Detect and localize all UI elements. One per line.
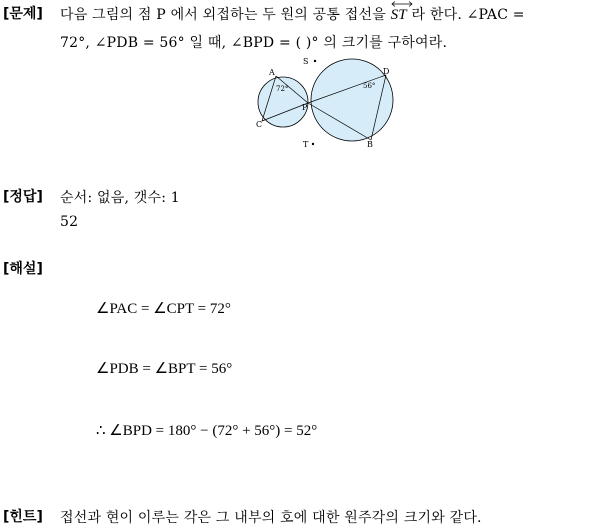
hint-tag: [힌트] [3, 509, 43, 525]
label-angle-a: 72° [276, 85, 289, 93]
label-c: C [256, 120, 263, 129]
answer-value: 52 [60, 214, 79, 230]
explanation-tag: [해설] [3, 261, 43, 277]
problem-tag: [문제] [3, 6, 43, 22]
hint-text: 접선과 현이 이루는 각은 그 내부의 호에 대한 원주각의 크기와 같다. [60, 510, 482, 526]
double-arrow-icon [391, 0, 413, 8]
explanation-eq-1: ∠PAC = ∠CPT = 72° [96, 301, 231, 317]
label-angle-d: 56° [363, 82, 376, 90]
label-a: A [269, 68, 275, 77]
problem-text-b: 라 한다. ∠PAC = [406, 7, 525, 23]
tangent-circles-figure [254, 55, 399, 155]
label-t: T [303, 140, 309, 149]
answer-tag: [정답] [3, 189, 43, 205]
problem-line-2: 72°, ∠PDB = 56° 일 때, ∠BPD = ( )° 의 크기를 구하여라. [60, 35, 448, 51]
point-t [312, 143, 314, 145]
point-s [314, 60, 316, 62]
explanation-eq-3: ∴ ∠BPD = 180° − (72° + 56°) = 52° [96, 423, 318, 439]
answer-meta: 순서: 없음, 갯수: 1 [60, 190, 180, 206]
problem-text-a: 다음 그림의 점 P 에서 외접하는 두 원의 공통 접선을 [60, 7, 391, 23]
label-s: S [303, 57, 309, 66]
label-b: B [367, 140, 373, 149]
label-d: D [383, 67, 390, 76]
problem-line-1 [60, 4, 525, 24]
explanation-eq-2: ∠PDB = ∠BPT = 56° [96, 361, 233, 377]
line-st-symbol: ST [391, 7, 407, 24]
label-p: P [302, 103, 308, 112]
